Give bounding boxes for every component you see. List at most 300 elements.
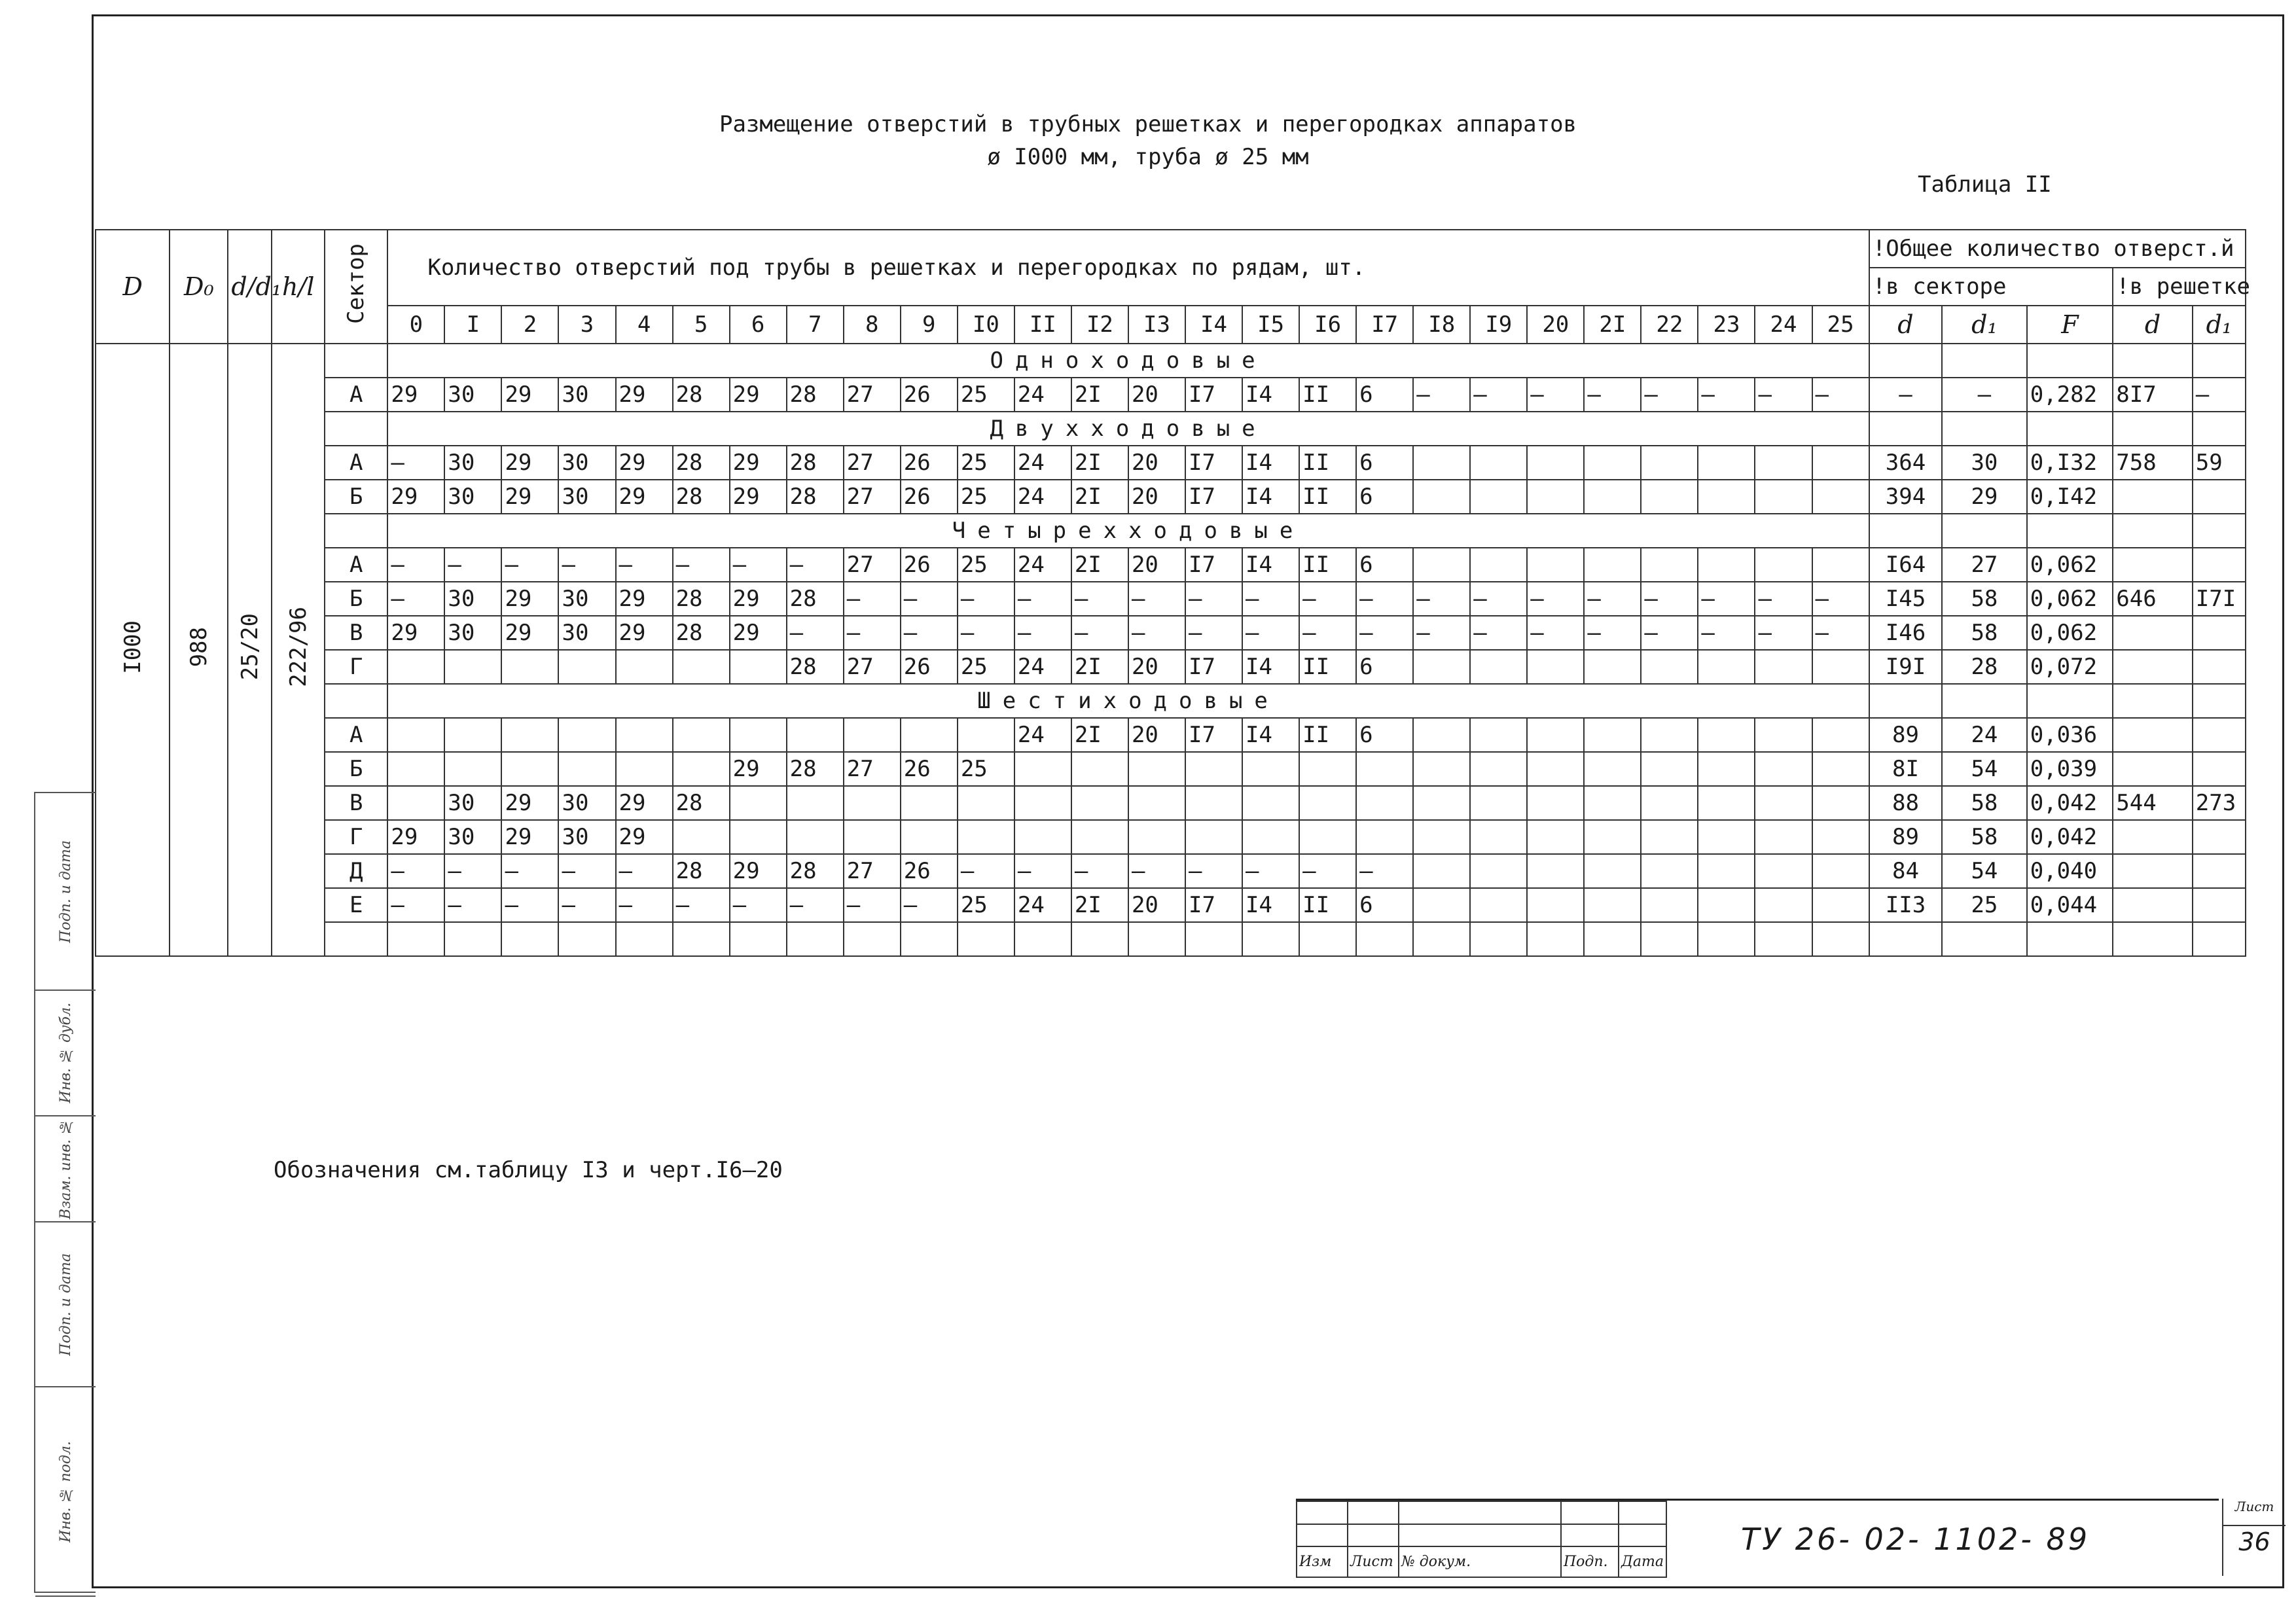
group-row [96, 514, 2246, 548]
header-row-13: I3 [1128, 306, 1185, 344]
sum-cell-2: 0,044 [2027, 888, 2113, 922]
row-cell-21 [1584, 718, 1641, 752]
row-cell-10: 25 [958, 888, 1014, 922]
row-cell-3 [558, 752, 615, 786]
sum-cell-3 [2113, 854, 2192, 888]
row-cell-9 [901, 820, 958, 854]
header-row-12: I2 [1071, 306, 1128, 344]
row-cell-25 [1812, 650, 1869, 684]
row-cell-22: – [1641, 378, 1698, 412]
group-sum-empty [2193, 514, 2246, 548]
row-cell-17: – [1356, 854, 1413, 888]
row-cell-5: 28 [673, 854, 730, 888]
row-cell-0: – [387, 446, 444, 480]
sum-cell-4 [2193, 650, 2246, 684]
sheet-label: Лист [2223, 1499, 2286, 1526]
row-cell-11: 24 [1014, 650, 1071, 684]
row-cell-21 [1584, 888, 1641, 922]
row-cell-9: 26 [901, 378, 958, 412]
row-cell-3: 30 [558, 616, 615, 650]
group-sum-empty [2113, 684, 2192, 718]
table-body [96, 344, 2246, 956]
row-cell-19 [1470, 480, 1527, 514]
header-in-grid: !в решетке [2113, 268, 2246, 306]
row-cell-11: – [1014, 616, 1071, 650]
table-row [96, 480, 2246, 514]
row-cell-1: 30 [444, 480, 501, 514]
row-cell-2: 29 [501, 378, 558, 412]
end-cell [501, 922, 558, 956]
left-strip-label: Подп. и дата [57, 840, 74, 943]
row-cell-22 [1641, 548, 1698, 582]
table-row [96, 650, 2246, 684]
row-cell-7: 28 [787, 752, 844, 786]
row-cell-7 [787, 820, 844, 854]
end-cell [387, 922, 444, 956]
header-do: D₀ [170, 230, 228, 344]
row-cell-12: – [1071, 616, 1128, 650]
row-cell-15 [1242, 786, 1299, 820]
sum-cell-3: 8I7 [2113, 378, 2192, 412]
header-sum-col-3: d [2113, 306, 2192, 344]
group-name: Двухходовые [387, 412, 1869, 446]
sum-cell-1: 27 [1942, 548, 2027, 582]
row-cell-13: 20 [1128, 378, 1185, 412]
row-cell-3: 30 [558, 786, 615, 820]
header-row-0: 0 [387, 306, 444, 344]
row-cell-22 [1641, 854, 1698, 888]
row-cell-11: 24 [1014, 718, 1071, 752]
sum-cell-4 [2193, 548, 2246, 582]
group-sum-empty [2027, 344, 2113, 378]
row-cell-11: 24 [1014, 548, 1071, 582]
header-row-6: 6 [730, 306, 787, 344]
header-d: D [96, 230, 170, 344]
row-cell-4: 29 [616, 820, 673, 854]
row-cell-1 [444, 752, 501, 786]
row-cell-21: – [1584, 616, 1641, 650]
end-cell [958, 922, 1014, 956]
row-cell-9: 26 [901, 854, 958, 888]
end-cell [2193, 922, 2246, 956]
end-cell [1812, 922, 1869, 956]
row-cell-15: – [1242, 616, 1299, 650]
row-cell-15: I4 [1242, 446, 1299, 480]
sum-cell-2: 0,I42 [2027, 480, 2113, 514]
value-d-text: I000 [119, 620, 146, 674]
row-cell-12 [1071, 820, 1128, 854]
group-row [96, 412, 2246, 446]
sum-cell-0: 88 [1869, 786, 1942, 820]
row-cell-16: – [1299, 854, 1356, 888]
end-cell [1869, 922, 1942, 956]
row-cell-12 [1071, 786, 1128, 820]
row-cell-20 [1527, 650, 1584, 684]
header-row-5: 5 [673, 306, 730, 344]
sum-cell-0: 84 [1869, 854, 1942, 888]
row-cell-10: 25 [958, 378, 1014, 412]
row-cell-20 [1527, 446, 1584, 480]
header-row-24: 24 [1755, 306, 1812, 344]
row-cell-5 [673, 650, 730, 684]
row-cell-16 [1299, 820, 1356, 854]
end-cell [2113, 922, 2192, 956]
sum-cell-4: – [2193, 378, 2246, 412]
sum-cell-4 [2193, 854, 2246, 888]
header-row-1: I [444, 306, 501, 344]
sum-cell-3 [2113, 718, 2192, 752]
row-cell-22 [1641, 752, 1698, 786]
value-hl-text: 222/96 [285, 607, 312, 687]
row-cell-10: – [958, 616, 1014, 650]
row-cell-25 [1812, 820, 1869, 854]
row-cell-10: 25 [958, 480, 1014, 514]
sheet-number: 36 [2238, 1527, 2270, 1556]
group-row [96, 684, 2246, 718]
row-cell-17: 6 [1356, 548, 1413, 582]
row-cell-6 [730, 718, 787, 752]
row-cell-20 [1527, 854, 1584, 888]
row-cell-18 [1413, 888, 1470, 922]
row-cell-5 [673, 820, 730, 854]
row-cell-25 [1812, 446, 1869, 480]
row-cell-1 [444, 718, 501, 752]
left-strip-cell [35, 1387, 96, 1597]
row-cell-6 [730, 650, 787, 684]
row-cell-7: – [787, 616, 844, 650]
sum-cell-1: 24 [1942, 718, 2027, 752]
row-cell-5: 28 [673, 786, 730, 820]
row-cell-2 [501, 752, 558, 786]
end-cell [1698, 922, 1755, 956]
row-cell-6: 29 [730, 480, 787, 514]
header-sector [325, 230, 387, 344]
row-cell-24 [1755, 854, 1812, 888]
end-cell [1641, 922, 1698, 956]
end-cell [1071, 922, 1128, 956]
row-cell-12: – [1071, 582, 1128, 616]
sum-cell-2: 0,040 [2027, 854, 2113, 888]
row-cell-18 [1413, 820, 1470, 854]
row-cell-17 [1356, 820, 1413, 854]
row-cell-0: 29 [387, 820, 444, 854]
row-cell-18: – [1413, 582, 1470, 616]
row-cell-23 [1698, 718, 1755, 752]
header-row-9: 9 [901, 306, 958, 344]
row-cell-6 [730, 786, 787, 820]
row-cell-22: – [1641, 616, 1698, 650]
end-cell [1413, 922, 1470, 956]
group-sum-empty [1869, 412, 1942, 446]
end-cell [1584, 922, 1641, 956]
row-cell-23 [1698, 446, 1755, 480]
value-do [170, 344, 228, 956]
row-cell-4: 29 [616, 378, 673, 412]
row-cell-24: – [1755, 378, 1812, 412]
row-cell-5: 28 [673, 378, 730, 412]
row-cell-0: – [387, 854, 444, 888]
row-cell-11 [1014, 820, 1071, 854]
row-cell-25 [1812, 548, 1869, 582]
row-cell-8: 27 [844, 854, 901, 888]
row-cell-0 [387, 752, 444, 786]
stamp-label-3: Подп. [1561, 1546, 1619, 1577]
row-cell-0: – [387, 888, 444, 922]
row-cell-8: – [844, 616, 901, 650]
table-row [96, 888, 2246, 922]
row-cell-1: 30 [444, 616, 501, 650]
sum-cell-3 [2113, 888, 2192, 922]
row-cell-0 [387, 786, 444, 820]
row-cell-2: 29 [501, 480, 558, 514]
sum-cell-1: 30 [1942, 446, 2027, 480]
end-cell [673, 922, 730, 956]
row-cell-19 [1470, 650, 1527, 684]
group-sum-empty [2193, 344, 2246, 378]
end-cell [1356, 922, 1413, 956]
row-cell-9: 26 [901, 446, 958, 480]
table-row [96, 820, 2246, 854]
row-cell-20: – [1527, 378, 1584, 412]
row-cell-4: – [616, 854, 673, 888]
row-cell-5: – [673, 548, 730, 582]
row-cell-3 [558, 718, 615, 752]
row-cell-10: 25 [958, 650, 1014, 684]
row-cell-11: – [1014, 854, 1071, 888]
row-cell-14 [1185, 786, 1242, 820]
row-cell-23: – [1698, 582, 1755, 616]
end-cell [325, 922, 387, 956]
end-cell [844, 922, 901, 956]
left-strip-label: Взам. инв. № [57, 1118, 74, 1219]
table-header [96, 230, 2250, 344]
row-cell-13: – [1128, 616, 1185, 650]
row-cell-4: 29 [616, 582, 673, 616]
row-cell-4: – [616, 888, 673, 922]
header-row-19: I9 [1470, 306, 1527, 344]
row-cell-8: 27 [844, 752, 901, 786]
row-cell-1: – [444, 888, 501, 922]
row-cell-22 [1641, 820, 1698, 854]
row-cell-7 [787, 786, 844, 820]
row-cell-23 [1698, 752, 1755, 786]
header-row-2: 2 [501, 306, 558, 344]
end-cell [1299, 922, 1356, 956]
value-do-text: 988 [185, 626, 212, 668]
row-cell-16: II [1299, 378, 1356, 412]
row-cell-20 [1527, 718, 1584, 752]
row-cell-9: – [901, 616, 958, 650]
row-cell-25 [1812, 718, 1869, 752]
row-cell-12 [1071, 752, 1128, 786]
group-sum-empty [1869, 684, 1942, 718]
row-cell-25 [1812, 854, 1869, 888]
row-cell-8: 27 [844, 480, 901, 514]
group-sum-empty [1942, 344, 2027, 378]
row-cell-18: – [1413, 616, 1470, 650]
row-cell-15: I4 [1242, 650, 1299, 684]
sum-cell-2: 0,I32 [2027, 446, 2113, 480]
sum-cell-4: I7I [2193, 582, 2246, 616]
row-cell-15: I4 [1242, 718, 1299, 752]
row-cell-1: – [444, 854, 501, 888]
row-cell-18 [1413, 548, 1470, 582]
row-cell-18 [1413, 650, 1470, 684]
row-cell-15 [1242, 820, 1299, 854]
row-cell-24 [1755, 888, 1812, 922]
row-cell-8: 27 [844, 548, 901, 582]
revision-grid [1296, 1501, 1667, 1578]
header-hl: h/l [272, 230, 325, 344]
row-cell-3 [558, 650, 615, 684]
sum-cell-1: 25 [1942, 888, 2027, 922]
row-cell-17 [1356, 786, 1413, 820]
row-cell-13: – [1128, 582, 1185, 616]
row-cell-10 [958, 718, 1014, 752]
row-cell-7: 28 [787, 378, 844, 412]
row-cell-16 [1299, 752, 1356, 786]
group-sum-empty [2193, 684, 2246, 718]
row-cell-5: 28 [673, 616, 730, 650]
end-cell [1128, 922, 1185, 956]
row-cell-6: 29 [730, 752, 787, 786]
row-cell-15: I4 [1242, 378, 1299, 412]
row-cell-3: – [558, 854, 615, 888]
row-cell-24 [1755, 820, 1812, 854]
sum-cell-1: 58 [1942, 616, 2027, 650]
header-row-17: I7 [1356, 306, 1413, 344]
page-title: Размещение отверстий в трубных решетках и перегородках аппаратов [719, 111, 1577, 137]
row-cell-23 [1698, 548, 1755, 582]
row-cell-2: – [501, 888, 558, 922]
row-cell-24 [1755, 718, 1812, 752]
header-sum-col-0: d [1869, 306, 1942, 344]
row-cell-6: 29 [730, 378, 787, 412]
header-row-4: 4 [616, 306, 673, 344]
row-cell-4 [616, 650, 673, 684]
row-cell-4: 29 [616, 446, 673, 480]
row-cell-0: – [387, 548, 444, 582]
row-cell-13 [1128, 752, 1185, 786]
row-cell-6: 29 [730, 582, 787, 616]
row-cell-17 [1356, 752, 1413, 786]
sum-cell-0: II3 [1869, 888, 1942, 922]
sum-cell-2: 0,062 [2027, 616, 2113, 650]
row-cell-2 [501, 718, 558, 752]
row-cell-20 [1527, 752, 1584, 786]
row-cell-8 [844, 718, 901, 752]
sum-cell-0: 89 [1869, 820, 1942, 854]
header-total-caption: !Общее количество отверст.й [1869, 230, 2246, 268]
sum-cell-4 [2193, 820, 2246, 854]
sector-cell: А [325, 446, 387, 480]
row-cell-12: 2I [1071, 548, 1128, 582]
sum-cell-1: 29 [1942, 480, 2027, 514]
group-sum-empty [2113, 344, 2192, 378]
left-margin-stamp [34, 792, 96, 1593]
row-cell-17: 6 [1356, 378, 1413, 412]
document-number: ТУ 26- 02- 1102- 89 [1741, 1522, 2090, 1557]
left-strip-cell [35, 1222, 96, 1387]
row-cell-8 [844, 820, 901, 854]
sector-cell: А [325, 548, 387, 582]
sum-cell-0: 89 [1869, 718, 1942, 752]
table-row [96, 854, 2246, 888]
row-cell-9 [901, 786, 958, 820]
table-row [96, 786, 2246, 820]
end-cell [1242, 922, 1299, 956]
row-cell-17: – [1356, 582, 1413, 616]
end-cell [1755, 922, 1812, 956]
row-cell-1: 30 [444, 378, 501, 412]
row-cell-0 [387, 718, 444, 752]
row-cell-24 [1755, 446, 1812, 480]
sector-cell: А [325, 378, 387, 412]
left-strip-cell [35, 1116, 96, 1222]
row-cell-8: 27 [844, 650, 901, 684]
sector-cell: В [325, 616, 387, 650]
row-cell-7: – [787, 548, 844, 582]
row-cell-13 [1128, 820, 1185, 854]
row-cell-22 [1641, 480, 1698, 514]
row-cell-10 [958, 820, 1014, 854]
row-cell-15: – [1242, 582, 1299, 616]
sum-cell-4 [2193, 718, 2246, 752]
row-cell-13 [1128, 786, 1185, 820]
row-cell-25: – [1812, 616, 1869, 650]
row-cell-2: – [501, 854, 558, 888]
header-row-20: 20 [1527, 306, 1584, 344]
row-cell-1: 30 [444, 446, 501, 480]
value-dd1 [228, 344, 272, 956]
sector-cell: Е [325, 888, 387, 922]
end-cell [444, 922, 501, 956]
row-cell-8 [844, 786, 901, 820]
row-cell-22 [1641, 718, 1698, 752]
row-cell-13: 20 [1128, 548, 1185, 582]
row-cell-21 [1584, 446, 1641, 480]
left-strip-cell [35, 793, 96, 991]
row-cell-21 [1584, 650, 1641, 684]
stamp-label-0: Изм [1297, 1546, 1348, 1577]
row-cell-23 [1698, 854, 1755, 888]
sector-cell: Г [325, 820, 387, 854]
group-sum-empty [2027, 684, 2113, 718]
row-cell-14: I7 [1185, 548, 1242, 582]
row-cell-21 [1584, 786, 1641, 820]
row-cell-6: – [730, 548, 787, 582]
row-cell-25 [1812, 786, 1869, 820]
group-sum-empty [1869, 514, 1942, 548]
row-cell-15: I4 [1242, 480, 1299, 514]
group-sum-empty [1942, 684, 2027, 718]
row-cell-14: I7 [1185, 650, 1242, 684]
row-cell-2: 29 [501, 582, 558, 616]
row-cell-4 [616, 718, 673, 752]
sum-cell-2: 0,072 [2027, 650, 2113, 684]
row-cell-3: 30 [558, 378, 615, 412]
row-cell-3: 30 [558, 480, 615, 514]
row-cell-7: 28 [787, 582, 844, 616]
group-sum-empty [2027, 412, 2113, 446]
table-row-end [96, 922, 2246, 956]
row-cell-15 [1242, 752, 1299, 786]
header-row-3: 3 [558, 306, 615, 344]
row-cell-5: – [673, 888, 730, 922]
row-cell-19 [1470, 752, 1527, 786]
group-sum-empty [2193, 412, 2246, 446]
row-cell-22 [1641, 650, 1698, 684]
